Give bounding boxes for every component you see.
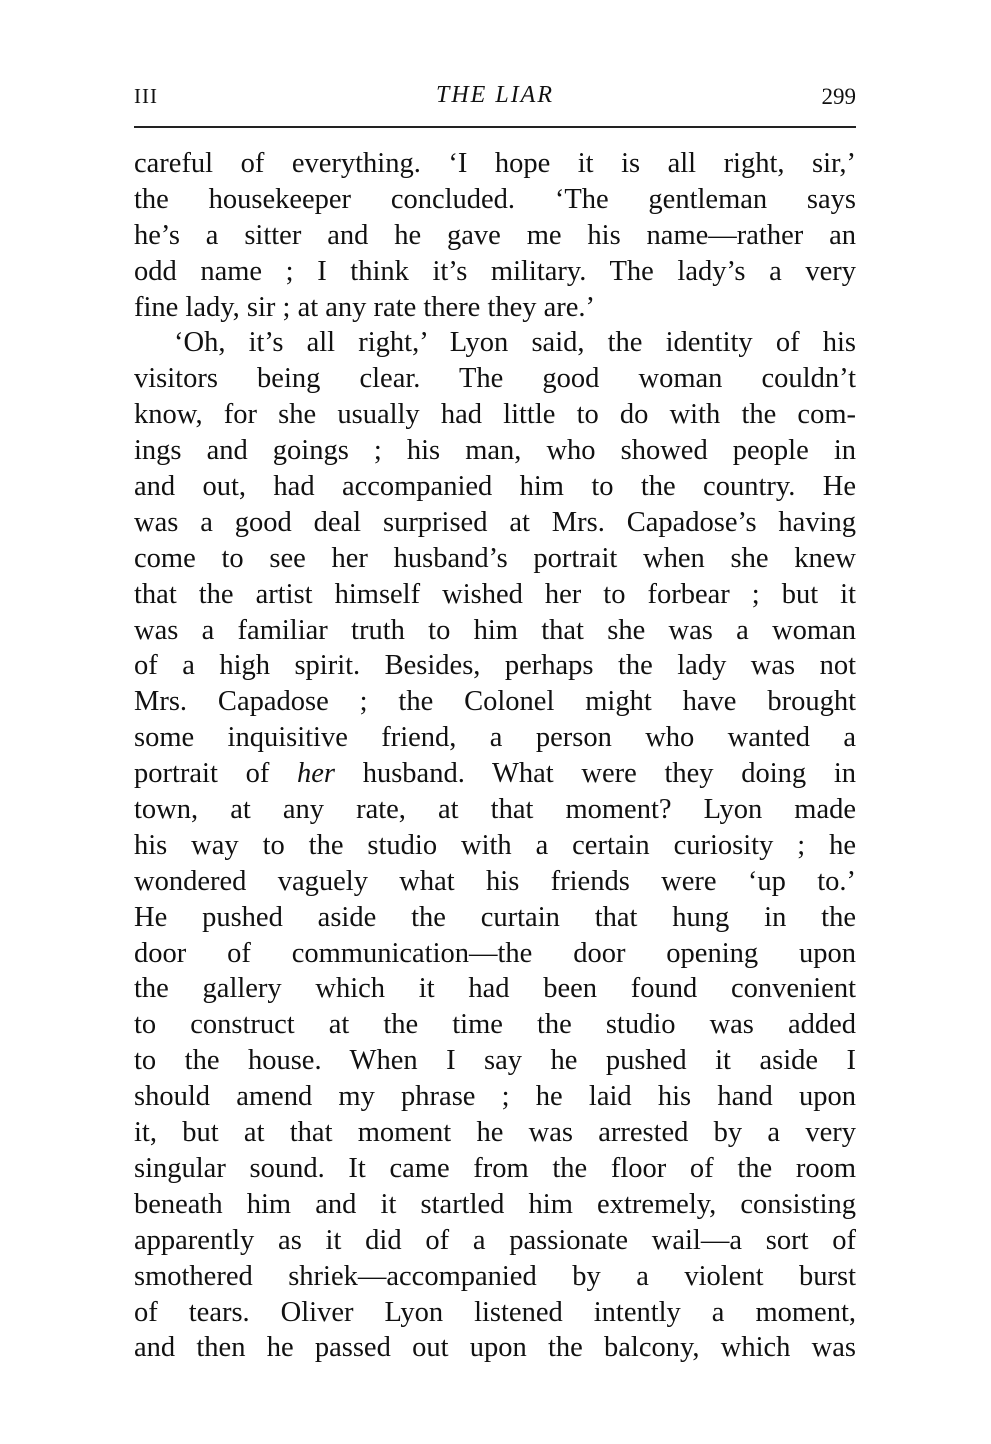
text-line: some inquisitive friend, a person who wanted a xyxy=(134,722,856,754)
header-rule xyxy=(134,126,856,128)
text-line: it, but at that moment he was arrested by a very xyxy=(134,1117,856,1149)
text-line: apparently as it did of a passionate wail—a sort of xyxy=(134,1224,856,1256)
text-line: smothered shriek—accompanied by a violent burst xyxy=(134,1260,856,1292)
chapter-number: III xyxy=(134,84,158,108)
text-line: the gallery which it had been found convenient xyxy=(134,973,856,1005)
text-segment: husband. What were they doing in xyxy=(335,758,856,790)
text-line: of a high spirit. Besides, perhaps the lady was not xyxy=(134,650,856,682)
page-number: 299 xyxy=(821,84,856,109)
text-line: visitors being clear. The good woman couldn’t xyxy=(134,363,856,395)
text-line: beneath him and it startled him extremely, consisting xyxy=(134,1188,856,1220)
text-line: to the house. When I say he pushed it aside I xyxy=(134,1045,856,1077)
text-line: ‘Oh, it’s all right,’ Lyon said, the identity of his xyxy=(174,327,856,359)
text-line: should amend my phrase ; he laid his hand upon xyxy=(134,1081,856,1113)
text-line: the housekeeper concluded. ‘The gentleman says xyxy=(134,183,856,215)
italic-word: her xyxy=(297,758,336,790)
text-line: Mrs. Capadose ; the Colonel might have brought xyxy=(134,686,856,718)
text-line: he’s a sitter and he gave me his name—rather an xyxy=(134,219,856,251)
text-line: to construct at the time the studio was added xyxy=(134,1009,856,1041)
text-line: was a familiar truth to him that she was a woman xyxy=(134,614,856,646)
text-line: know, for she usually had little to do with the com- xyxy=(134,399,856,431)
text-segment: portrait of xyxy=(134,758,298,790)
text-line: fine lady, sir ; at any rate there they are.’ xyxy=(134,291,596,323)
running-title: THE LIAR xyxy=(436,82,554,108)
text-line xyxy=(134,756,856,792)
text-line: come to see her husband’s portrait when she knew xyxy=(134,542,856,574)
text-line: wondered vaguely what his friends were ‘up to.’ xyxy=(134,865,856,897)
running-header xyxy=(134,78,856,118)
text-line: singular sound. It came from the floor of the room xyxy=(134,1152,856,1184)
body-text xyxy=(134,146,856,1366)
text-line: his way to the studio with a certain curiosity ; he xyxy=(134,829,856,861)
text-line: ings and goings ; his man, who showed people in xyxy=(134,435,856,467)
text-line: door of communication—the door opening upon xyxy=(134,937,856,969)
text-line: that the artist himself wished her to forbear ; but it xyxy=(134,578,856,610)
text-line: town, at any rate, at that moment? Lyon made xyxy=(134,794,856,826)
text-line: odd name ; I think it’s military. The lady’s a very xyxy=(134,255,856,287)
text-line: He pushed aside the curtain that hung in the xyxy=(134,901,856,933)
text-line: was a good deal surprised at Mrs. Capadose’s having xyxy=(134,506,856,538)
text-line: and then he passed out upon the balcony, which was xyxy=(134,1332,856,1364)
text-line: careful of everything. ‘I hope it is all right, sir,’ xyxy=(134,148,856,179)
text-line: of tears. Oliver Lyon listened intently a moment, xyxy=(134,1296,856,1328)
text-line: and out, had accompanied him to the country. He xyxy=(134,471,856,503)
